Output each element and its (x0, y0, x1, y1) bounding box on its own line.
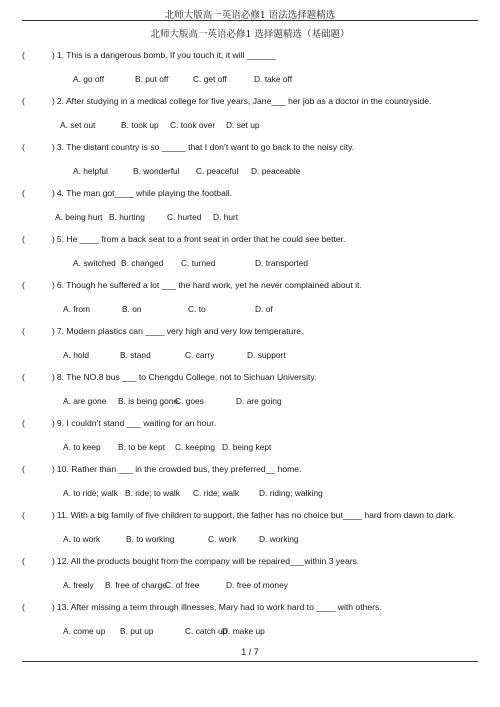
option-c[interactable]: C. catch up (185, 626, 228, 636)
option-b[interactable]: B. ride; to walk (125, 488, 180, 498)
answer-blank-close: ) (52, 142, 55, 152)
option-c[interactable]: C. ride; walk (193, 488, 240, 498)
option-c[interactable]: C. carry (185, 350, 215, 360)
question-text: 6. Though he suffered a lot ___ the hard work, yet he never complained about it. (56, 280, 362, 290)
question-12 (22, 556, 492, 566)
option-a[interactable]: A. helpful (73, 166, 108, 176)
option-b[interactable]: B. put off (135, 74, 169, 84)
option-a[interactable]: A. to work (63, 534, 101, 544)
question-6 (22, 280, 492, 290)
option-d[interactable]: D. are going (236, 396, 282, 406)
answer-blank-close: ) (52, 50, 55, 60)
option-c[interactable]: C. to (188, 304, 206, 314)
option-c[interactable]: C. goes (175, 396, 204, 406)
question-text: 1. This is a dangerous bomb. If you touch it, it will ______ (56, 50, 276, 60)
option-d[interactable]: D. support (247, 350, 286, 360)
option-b[interactable]: B. to be kept (118, 442, 166, 452)
question-1 (22, 50, 492, 60)
question-11 (22, 510, 492, 520)
answer-blank[interactable]: ( (22, 142, 25, 152)
answer-blank-close: ) (52, 96, 55, 106)
option-b[interactable]: B. free of charge (105, 580, 167, 590)
option-d[interactable]: D. set up (226, 120, 260, 130)
answer-blank[interactable]: ( (22, 510, 25, 520)
option-d[interactable]: D. peaceable (251, 166, 301, 176)
answer-blank-close: ) (52, 372, 55, 382)
document-subtitle: 北师大版高一英语必修1 选择题精选（基础题） (150, 29, 350, 40)
question-text: 8. The NO.8 bus ___ to Chengdu College, not to Sichuan University. (56, 372, 317, 382)
option-c[interactable]: C. get off (193, 74, 227, 84)
answer-blank[interactable]: ( (22, 96, 25, 106)
question-text: 2. After studying in a medical college for five years, Jane___ her job as a doctor in the countryside. (56, 96, 432, 106)
question-text: 5. He ____ from a back seat to a front seat in order that he could see better. (56, 234, 346, 244)
answer-blank-close: ) (52, 556, 55, 566)
page-number: 1 / 7 (241, 647, 259, 657)
option-a[interactable]: A. being hurt (55, 212, 103, 222)
option-a[interactable]: A. are gone (63, 396, 107, 406)
option-c[interactable]: C. of free (165, 580, 200, 590)
option-d[interactable]: D. working (259, 534, 299, 544)
answer-blank-close: ) (52, 418, 55, 428)
option-c[interactable]: C. turned (181, 258, 216, 268)
question-8 (22, 372, 492, 382)
answer-blank-close: ) (52, 234, 55, 244)
option-a[interactable]: A. to keep (63, 442, 101, 452)
option-b[interactable]: B. took up (121, 120, 159, 130)
option-a[interactable]: A. hold (63, 350, 90, 360)
question-text: 10. Rather than ___ in the crowded bus, they preferred__ home. (56, 464, 302, 474)
question-text: 13. After missing a term through illnesses, Mary had to work hard to ____ with others. (56, 602, 382, 612)
answer-blank[interactable]: ( (22, 326, 25, 336)
option-b[interactable]: B. to working (126, 534, 175, 544)
answer-blank[interactable]: ( (22, 50, 25, 60)
option-c[interactable]: C. hurted (167, 212, 202, 222)
header-rule (22, 20, 478, 21)
question-13 (22, 602, 492, 612)
answer-blank[interactable]: ( (22, 602, 25, 612)
option-a[interactable]: A. go off (73, 74, 105, 84)
option-b[interactable]: B. changed (121, 258, 164, 268)
answer-blank[interactable]: ( (22, 234, 25, 244)
answer-blank[interactable]: ( (22, 280, 25, 290)
question-text: 4. The man got____ while playing the football. (56, 188, 233, 198)
option-b[interactable]: B. stand (120, 350, 151, 360)
question-10 (22, 464, 492, 474)
question-text: 3. The distant country is so _____ that I don’t want to go back to the noisy city. (56, 142, 355, 152)
option-d[interactable]: D. of (255, 304, 273, 314)
option-d[interactable]: D. free of money (226, 580, 288, 590)
option-b[interactable]: B. hurting (109, 212, 145, 222)
option-c[interactable]: C. peaceful (196, 166, 239, 176)
option-a[interactable]: A. to ride; walk (63, 488, 118, 498)
option-a[interactable]: A. freely (63, 580, 94, 590)
answer-blank-close: ) (52, 280, 55, 290)
option-b[interactable]: B. on (122, 304, 142, 314)
option-d[interactable]: D. hurt (213, 212, 239, 222)
option-b[interactable]: B. is being gone (118, 396, 179, 406)
footer-rule (22, 661, 478, 662)
option-c[interactable]: C. took over (170, 120, 216, 130)
option-d[interactable]: D. make up (222, 626, 265, 636)
option-d[interactable]: D. take off (254, 74, 293, 84)
option-a[interactable]: A. set out (60, 120, 96, 130)
answer-blank[interactable]: ( (22, 418, 25, 428)
option-d[interactable]: D. transported (255, 258, 309, 268)
answer-blank[interactable]: ( (22, 464, 25, 474)
option-a[interactable]: A. from (63, 304, 90, 314)
option-a[interactable]: A. switched (73, 258, 116, 268)
answer-blank-close: ) (52, 464, 55, 474)
question-7 (22, 326, 492, 336)
answer-blank[interactable]: ( (22, 372, 25, 382)
option-c[interactable]: C. work (208, 534, 237, 544)
question-text: 12. All the products bought from the company will be repaired___within 3 years. (56, 556, 360, 566)
option-b[interactable]: B. wonderful (133, 166, 180, 176)
option-a[interactable]: A. come up (63, 626, 106, 636)
question-3 (22, 142, 492, 152)
option-d[interactable]: D. riding; walking (259, 488, 323, 498)
option-c[interactable]: C. keeping (175, 442, 216, 452)
question-text: 9. I couldn’t stand ___ waiting for an hour. (56, 418, 216, 428)
question-2 (22, 96, 492, 106)
answer-blank-close: ) (52, 188, 55, 198)
answer-blank-close: ) (52, 602, 55, 612)
page-header: 北师大版高一英语必修1 语法选择题精选 (164, 10, 336, 21)
question-4 (22, 188, 492, 198)
answer-blank[interactable]: ( (22, 556, 25, 566)
question-text: 11. With a big family of five children to support, the father has no choice but____ hard from dawn to dark. (56, 510, 456, 520)
option-b[interactable]: B. put up (120, 626, 154, 636)
question-5 (22, 234, 492, 244)
answer-blank[interactable]: ( (22, 188, 25, 198)
answer-blank-close: ) (52, 326, 55, 336)
question-9 (22, 418, 492, 428)
question-text: 7. Modern plastics can ____ very high and very low temperature. (56, 326, 304, 336)
option-d[interactable]: D. being kept (222, 442, 272, 452)
answer-blank-close: ) (52, 510, 55, 520)
